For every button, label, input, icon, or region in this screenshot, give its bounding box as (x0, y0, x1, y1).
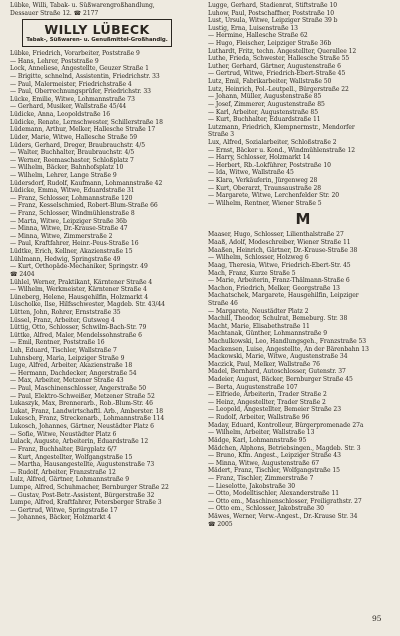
directory-entry: Luthardt, Fritz, techn. Angestellter, Querallee 12 (208, 47, 357, 55)
directory-entry: — Otto, Modelltischler, Alexanderstraße 11 (208, 490, 340, 498)
directory-entry: — Franz, Buchhalter, Bürgplatz 6/7 (10, 445, 117, 453)
directory-entry: Lühlmann, Hedwig, Springstraße 49 (10, 255, 121, 263)
directory-entry: Mach, Franz, Kurze Straße 5 (208, 269, 296, 277)
directory-entry: — Elfriede, Arbeiterin, Trader Straße 2 (208, 391, 327, 399)
directory-entry: Lukaszyk, Max, Brennerarb., Rob.-Blum-Str. 46 (10, 400, 153, 408)
section-letter: M (295, 210, 311, 229)
advertisement-box (22, 19, 172, 47)
directory-entry: — Hermann, Dachdecker, Angerstraße 54 (10, 369, 137, 377)
directory-entry: Lux, Alfred, Sozialarbeiter, Schloßstraße 2 (208, 138, 337, 146)
directory-entry: — Otto em., Schlosser, Jakobstraße 30 (208, 505, 324, 513)
directory-entry: — Margarete, Neustädter Platz 2 (208, 307, 309, 315)
directory-entry: — Wilhelm, Rentner, Wiener Straße 5 (208, 199, 322, 207)
directory-entry: Lukesch, Franz, Streckenarb., Lohmannstraße 114 (10, 415, 165, 423)
directory-entry: — Margarete, Witwe, Lerchenfelder Str. 20 (208, 192, 340, 200)
directory-entry: — Rudolf, Arbeiter, Franzstraße 12 (10, 468, 116, 476)
directory-entry: — Emil, Rentner, Poststraße 16 (10, 339, 105, 347)
directory-entry: Lust, Ursula, Witwe, Leipziger Straße 39 b (208, 17, 338, 25)
directory-entry: — Franz, Schlosser, Windmühlenstraße 8 (10, 210, 135, 218)
directory-entry: Lüneberg, Helene, Hausgehilfin, Holzmarkt 4 (10, 293, 149, 301)
directory-entry: Machtanak, Günther, Lohmannstraße 9 (208, 330, 328, 338)
directory-entry: — Sofie, Witwe, Neustädter Platz 6 (10, 430, 117, 438)
directory-entry: — Hermine, Hallesche Straße 62 (208, 32, 308, 40)
right-entries-l (208, 2, 398, 207)
directory-entry: Lüder, Marie, Witwe, Hallesche Straße 59 (10, 133, 138, 141)
directory-entry: Lukosch, Johannes, Gärtner, Neustädter Platz 6 (10, 423, 154, 431)
directory-entry: Lüdersdorf, Rudolf, Kaufmann, Lohmannstraße 42 (10, 179, 163, 187)
directory-entry: Lustig, Erna, Luisenstraße 13 (208, 24, 298, 32)
directory-entry: Lüssel, Franz, Arbeiter, Gutsweg 4 (10, 316, 115, 324)
directory-entry: — Max, Arbeiter, Metzener Straße 43 (10, 377, 124, 385)
directory-entry: Luge, Alfred, Arbeiter, Akazienstraße 18 (10, 362, 133, 370)
directory-entry: — Hans, Lehrer, Poststraße 9 (10, 57, 99, 65)
directory-entry: — Marie, Arbeiterin, Franz-Thälmann-Straße 6 (208, 277, 350, 285)
directory-entry: — Karl, Arbeiter, Augustenstraße 85 (208, 108, 319, 116)
directory-entry: Lüdtke, Erich, Kellner, Akazienstraße 15 (10, 248, 133, 256)
directory-entry: — Minna, Witwe, Dr.-Krause-Straße 47 (10, 225, 128, 233)
directory-entry: Lutz, Heinrich, Pol.-Leutpell., Bürgerstraße 22 (208, 85, 349, 93)
directory-entry: — Bruno, Kfm. Angest., Leipziger Straße 43 (208, 452, 341, 460)
directory-entry: Luhnsberg, Maria, Leipziger Straße 9 (10, 354, 125, 362)
left-column (10, 2, 203, 522)
ad-subtitle: Tabak-, Süßwaren- u. Genußmittel-Großhandlg. (26, 37, 168, 44)
directory-entry: Lühlel, Werner, Praktikant, Kärntener Straße 4 (10, 278, 153, 286)
directory-entry: Lütten, John, Rohrer, Ernststraße 35 (10, 308, 121, 316)
directory-entry: — Walter, Buchhalter, Braubrauchstr. 4/5 (10, 149, 135, 157)
directory-entry: Lüdicke, Renate, Lernschwester, Schillerstraße 18 (10, 118, 163, 126)
directory-entry: Luh, Eduard, Tischler, Wallstraße 7 (10, 346, 117, 354)
directory-entry: Lumpe, Alfred, Kraftfahrer, Petersberger Straße 3 (10, 499, 162, 507)
directory-entry: — Ernst, Bäcker u. Kond., Windmühlenstraße 12 (208, 146, 356, 154)
directory-entry: — Heinz, Angestellter, Trader Straße 2 (208, 398, 326, 406)
directory-entry: Mackensen, Luise, Angestellte, An der Bärenbahn 13 (208, 345, 369, 353)
left-entries-top (10, 2, 203, 17)
directory-entry: — Wilhelm, Werkmeister, Kärntener Straße 4 (10, 286, 147, 294)
directory-entry: — Franz, Schlosser, Lohmannstraße 120 (10, 194, 133, 202)
directory-entry: Madeier, August, Bäcker, Bernburger Straße 45 (208, 376, 353, 384)
directory-entry: — Johann, Müller, Augustenstraße 85 (208, 93, 322, 101)
directory-entry: — Minna, Witwe, Augustenstraße 67 (208, 459, 320, 467)
directory-entry: Straße 46 (208, 299, 238, 307)
directory-entry: Lugge, Gerhard, Stadienrat, Stiftstraße 10 (208, 2, 338, 9)
directory-entry: Mädchen, Alphons, Betriebsingen., Magdeb. Str. 3 (208, 444, 361, 452)
directory-entry: Madel, Bernhard, Autoschlosser, Gutenstr. 37 (208, 368, 346, 376)
directory-entry: — Wilhelm, Arbeiter, Wallstraße 13 (208, 429, 315, 437)
directory-entry: — Klara, Verkäuferin, Jürgenweg 28 (208, 177, 318, 185)
directory-entry: — Wilhelm, Lehrer, Lange Straße 9 (10, 171, 117, 179)
directory-entry: — Franz, Tischler, Zimmerstraße 7 (208, 474, 314, 482)
right-entries-m (208, 231, 398, 528)
directory-entry: Mäwes, Werner, Verw.-Angest., Dr.-Krause Str. 34 (208, 513, 358, 520)
directory-entry: — Paul, Oberrechnungsprüfer, Friedrichstr. 33 (10, 88, 151, 96)
directory-entry: — Paul, Elektro-Schweißer, Metzener Straße 52 (10, 392, 155, 400)
directory-entry: Lulz, Alfred, Gärtner, Lohmannstraße 9 (10, 476, 130, 484)
directory-entry: Maaßen, Heinrich, Gärtner, Dr.-Krause-Straße 38 (208, 246, 358, 254)
page-number: 95 (372, 614, 382, 623)
directory-entry: — Paul, Maschinenschlosser, Angerstraße 50 (10, 385, 147, 393)
directory-entry: Lutzmann, Friedrich, Klempnermstr., Mendorfer (208, 123, 355, 131)
directory-entry: Machon, Friedrich, Melker, Georgstraße 13 (208, 284, 340, 292)
directory-entry: Maaß, Adolf, Modeschreiber, Wiener Straße 11 (208, 239, 351, 247)
directory-entry: Maag, Theresia, Witwe, Friedrich-Ebert-Str. 45 (208, 261, 351, 269)
directory-entry: — Wilhelm, Schlosser, Holzweg 6 (208, 254, 309, 262)
ad-title: WILLY LÜBECK (44, 22, 150, 38)
directory-entry: — Rudolf, Arbeiter, Wallstraße 96 (208, 414, 310, 422)
directory-entry: Luhow, Paul, Postschaffner, Poststraße 10 (208, 9, 335, 17)
directory-entry: — Otto em., Maschinenschlosser, Freiligrathstr. 27 (208, 497, 362, 505)
directory-entry: — Hugo, Fleischer, Leipziger Straße 36b (208, 40, 332, 48)
directory-entry: Lüdicke, Anna, Leopoldstraße 16 (10, 111, 111, 119)
directory-entry: Lücke, Emilie, Witwe, Lohmannstraße 73 (10, 95, 135, 103)
directory-entry: Lüdicke, Emma, Witwe, Eduardstraße 31 (10, 187, 135, 195)
directory-entry: Mackowski, Marie, Witwe, Augustenstraße 34 (208, 353, 348, 361)
directory-entry: ☎ 2005 (208, 520, 233, 528)
directory-entry: — Martha, Hausangestellte, Augustenstraße 73 (10, 461, 155, 469)
directory-entry: Lock, Anneliese, Angestellte, Geuzer Straße 1 (10, 65, 149, 73)
directory-entry: Luther, Gerhard, Gärtner, Augustenstraße 6 (208, 62, 341, 70)
directory-entry: Dessauer Straße 12. ☎ 2177 (10, 9, 99, 17)
directory-entry: Mädert, Franz, Tischler, Wolfgangstraße 15 (208, 467, 340, 475)
directory-entry: — Lieselotte, Jakobstraße 30 (208, 482, 296, 490)
directory-entry: Lutz, Emil, Fabrikarbeiter, Wallstraße 50 (208, 78, 332, 86)
directory-entry: Machatschek, Margarete, Hausgehilfin, Leipziger (208, 292, 359, 300)
directory-entry: — Kurt, Oberarzt, Traunsaustraße 28 (208, 184, 322, 192)
directory-entry: — Kurt, Buchhalter, Eduardstraße 11 (208, 116, 321, 124)
left-entries (10, 50, 203, 522)
directory-entry: Lüders, Gerhard, Dreger, Braubrauchstr. 4/5 (10, 141, 146, 149)
directory-entry: Lumpe, Alfred, Schuhmacher, Bernburger Straße 22 (10, 483, 169, 491)
right-column (208, 2, 398, 528)
directory-entry: Lüscholke, Ilse, Hilfsschwester, Magdeb. Str. 43/44 (10, 301, 165, 309)
directory-entry: — Paul, Malermeister, Friedrichstraße 4 (10, 80, 132, 88)
directory-entry: — Marta, Witwe, Leipziger Straße 36b (10, 217, 127, 225)
directory-entry: Machill, Theodor, Schulrat, Bemeburg. Str. 38 (208, 315, 348, 323)
directory-entry: — Brigitte, schnelnd, Assistentin, Friedrichstr. 33 (10, 73, 160, 81)
directory-entry: Macht, Marie, Elisabethstraße 11 (208, 322, 310, 330)
directory-entry: — Herbert, Rb.-Lokführer, Poststraße 10 (208, 161, 331, 169)
directory-entry: Straße 3 (208, 131, 235, 139)
directory-entry: Maczick, Paul, Melker, Wallstraße 76 (208, 360, 320, 368)
directory-entry: Maaser, Hugo, Schlosser, Lilienthalstraße 27 (208, 231, 344, 239)
directory-entry: — Johannes, Bäcker, Holzmarkt 4 (10, 514, 112, 522)
directory-entry: — Franz, Kesselschmied, Robert-Blum-Straße 66 (10, 202, 158, 210)
directory-entry: Lulack, Auguste, Arbeiterin, Eduardstraße 12 (10, 438, 149, 446)
directory-entry: Lukat, Franz, Landwirtschaftl. Arb., Amberster. 18 (10, 407, 164, 415)
directory-entry: Lüdemann, Arthur, Melker, Hallesche Straße 17 (10, 126, 156, 134)
directory-entry: — Paul, Kraftfahrer, Heinr.-Peus-Straße 16 (10, 240, 139, 248)
directory-entry: — Gertrud, Witwe, Springstraße 17 (10, 506, 118, 514)
directory-entry: — Gustav, Post-Betr.-Assistent, Bürgerstraße 32 (10, 491, 155, 499)
directory-entry: Lübke, Friedrich, Vorarbeiter, Poststraße 9 (10, 50, 140, 58)
directory-entry: Mädge, Karl, Lohmannstraße 95 (208, 436, 307, 444)
directory-entry: Luthe, Frieda, Schwester, Hallesche Straße 55 (208, 55, 350, 63)
directory-entry: — Werner, Reemaschaster, Schloßplatz 7 (10, 156, 134, 164)
directory-entry: — Kurt, Angestellter, Wolfgangstraße 15 (10, 453, 133, 461)
directory-entry: — Gertrud, Witwe, Friedrich-Ebert-Straße 45 (208, 70, 346, 78)
directory-entry: Machulkowski, Leo, Handlungsgeh., Franzstraße 53 (208, 337, 367, 345)
directory-entry: — Josef, Zimmerer, Augustenstraße 85 (208, 100, 325, 108)
directory-entry: — Gerhard, Musiker, Wallstraße 45/44 (10, 103, 127, 111)
directory-entry: — Kurt, Orthopäde-Mechaniker, Springstr. 49 (10, 263, 148, 271)
directory-entry: — Berta, Augustenstraße 107 (208, 383, 298, 391)
directory-entry: — Ida, Witwe, Wallstraße 45 (208, 169, 294, 177)
directory-entry: Lüttke, Alfred, Maler, Mendelssohnstraße 6 (10, 331, 142, 339)
directory-entry: ☎ 2404 (10, 270, 35, 278)
directory-entry: — Wilhelm, Bäcker, Bahnhofsplatz 10 (10, 164, 124, 172)
directory-entry: Lübke, Willi, Tabak- u. Süßwarengroßhandlung, (10, 2, 155, 9)
directory-entry: — Harry, Schlosser, Holzmarkt 14 (208, 154, 311, 162)
directory-entry: Lüttig, Otto, Schlosser, Schwilm-Bach-Str. 79 (10, 324, 147, 332)
directory-entry: — Leopold, Angestellter, Bemeier Straße 23 (208, 406, 341, 414)
directory-entry: Maday, Eduard, Kontrolleur, Bürgerpromenade 27a (208, 421, 364, 429)
directory-entry: — Minna, Witwe, Zimmerstraße 2 (10, 232, 113, 240)
